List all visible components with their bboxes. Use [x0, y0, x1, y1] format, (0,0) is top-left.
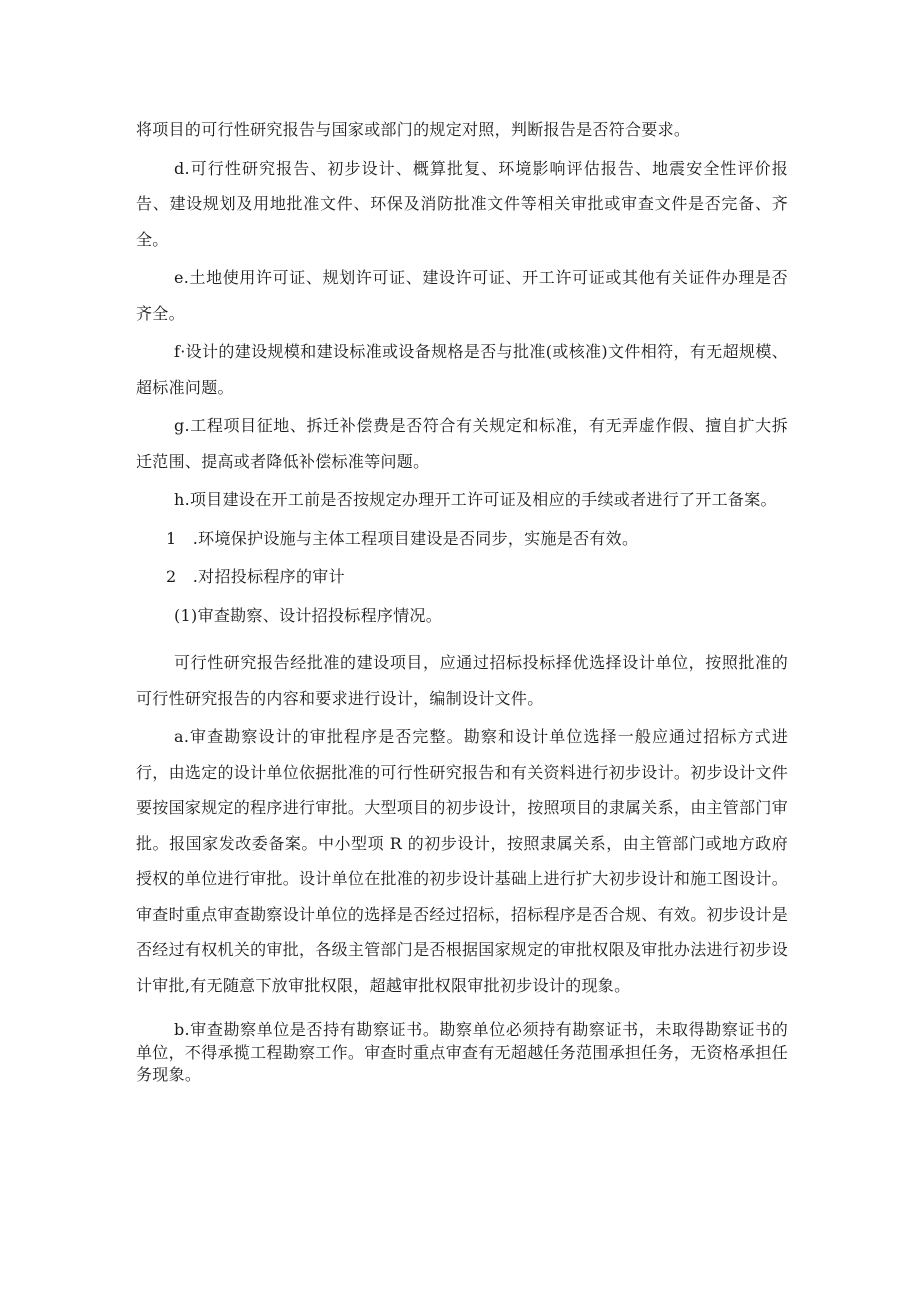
numbered-item-1: 1 .环境保护设施与主体工程项目建设是否同步，实施是否有效。 [166, 528, 639, 548]
paragraph-item-f: f·设计的建设规模和建设标准或设备规格是否与批准(或核准)文件相符，有无超规模、超标准问题。 [136, 342, 788, 397]
paragraph-item-h: h.项目建设在开工前是否按规定办理开工许可证及相应的手续或者进行了开工备案。 [174, 490, 777, 509]
paragraph-intro: 将项目的可行性研究报告与国家或部门的规定对照，判断报告是否符合要求。 [136, 120, 691, 139]
paragraph-item-a: a.审查勘察设计的审批程序是否完整。勘察和设计单位选择一般应通过招标方式进行，由选定的设计单位依据批准的可行性研究报告和有关资料进行初步设计。初步设计文件要按国家规定的程序进行审批。大型项目的初步设计，按照项目的隶属关系，由主管部门审批。报国家发改委备案。中小型项 R 的初步设计，按照隶属关系，由主管部门或地方政府授权的单位进行审批。设计单位在批准的初步设计基础上进行扩大初步设计和施工图设计。审查时重点审查勘察设计单位的选择是否经过招标，招标程序是否合规、有效。初步设计是否经过有权机关的审批，各级主管部门是否根据国家规定的审批权限及审批办法进行初步设计审批,有无随意下放审批权限，超越审批权限审批初步设计的现象。 [136, 727, 789, 995]
paragraph-item-e: e.土地使用许可证、规划许可证、建设许可证、开工许可证或其他有关证件办理是否齐全。 [136, 268, 788, 323]
subsection-heading: (1)审查勘察、设计招投标程序情况。 [174, 605, 443, 625]
document-body [136, 112, 788, 1087]
numbered-item-2: 2 .对招投标程序的审计 [166, 567, 345, 586]
paragraph-item-g: g.工程项目征地、拆迁补偿费是否符合有关规定和标准，有无弄虚作假、擅自扩大拆迁范围、提高或者降低补偿标准等问题。 [136, 416, 788, 471]
paragraph-item-d: d.可行性研究报告、初步设计、概算批复、环境影响评估报告、地震安全性评价报告、建设规划及用地批准文件、环保及消防批准文件等相关审批或审查文件是否完备、齐全。 [136, 158, 788, 249]
paragraph-design-selection: 可行性研究报告经批准的建设项目，应通过招标投标择优选择设计单位，按照批准的可行性研究报告的内容和要求进行设计，编制设计文件。 [136, 653, 788, 708]
paragraph-item-b: b.审查勘察单位是否持有勘察证书。勘察单位必须持有勘察证书，未取得勘察证书的单位，不得承揽工程勘察工作。审查时重点审查有无超越任务范围承担任务，无资格承担任务现象。 [136, 1020, 789, 1084]
